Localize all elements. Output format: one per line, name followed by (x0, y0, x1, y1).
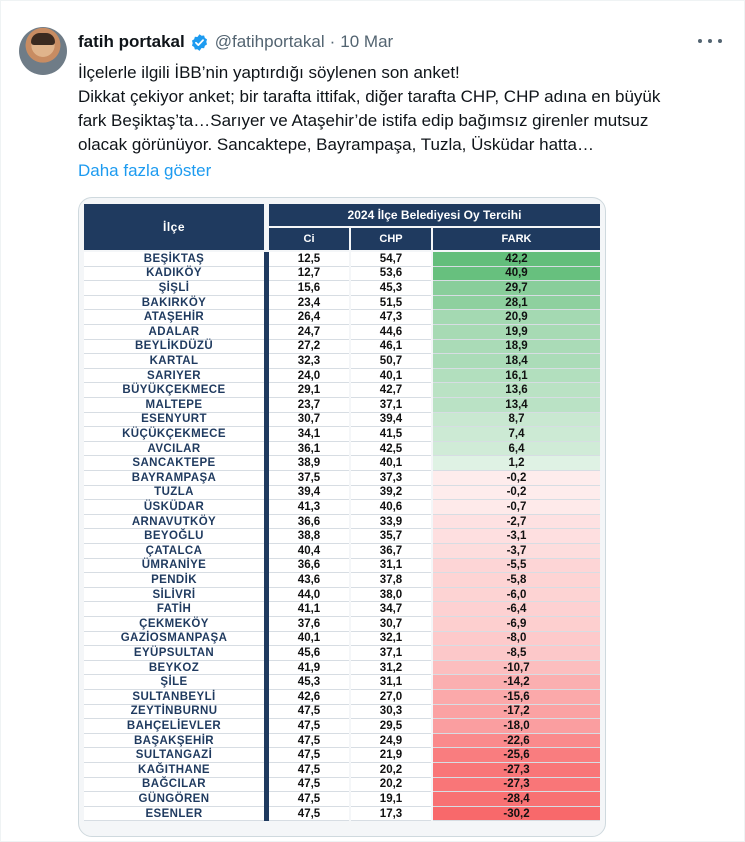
column-separator (264, 573, 269, 588)
table-row (84, 734, 600, 749)
table-row (84, 369, 600, 384)
district-cell: ŞİŞLİ (84, 281, 264, 296)
table-row (84, 325, 600, 340)
district-cell: SULTANBEYLİ (84, 690, 264, 705)
column-separator (264, 427, 269, 442)
column-separator (264, 281, 269, 296)
column-separator (264, 617, 269, 632)
ci-cell: 41,1 (269, 602, 349, 617)
show-more-link[interactable]: Daha fazla göster (78, 161, 212, 180)
ci-cell: 32,3 (269, 354, 349, 369)
ci-cell: 30,7 (269, 413, 349, 428)
fark-cell: -17,2 (433, 705, 600, 720)
ci-cell: 47,5 (269, 792, 349, 807)
table-row (84, 529, 600, 544)
chp-cell: 45,3 (351, 281, 431, 296)
fark-cell: -6,0 (433, 588, 600, 603)
ci-cell: 12,7 (269, 267, 349, 282)
fark-cell: 13,6 (433, 383, 600, 398)
column-separator (264, 690, 269, 705)
column-separator (264, 602, 269, 617)
table-header (84, 204, 600, 252)
verified-badge-icon (190, 33, 209, 52)
chp-cell: 54,7 (351, 252, 431, 267)
fark-cell: -27,3 (433, 778, 600, 793)
district-cell: SANCAKTEPE (84, 456, 264, 471)
column-header-ilce: İlçe (84, 204, 264, 250)
author-name[interactable]: fatih portakal (78, 32, 185, 51)
district-cell: ESENYURT (84, 413, 264, 428)
table-row (84, 544, 600, 559)
ci-cell: 45,3 (269, 675, 349, 690)
chp-cell: 29,5 (351, 719, 431, 734)
district-cell: BEYOĞLU (84, 529, 264, 544)
table-row (84, 267, 600, 282)
chp-cell: 37,1 (351, 646, 431, 661)
fark-cell: -22,6 (433, 734, 600, 749)
column-separator (264, 252, 269, 267)
fark-cell: -5,8 (433, 573, 600, 588)
fark-cell: -28,4 (433, 792, 600, 807)
chp-cell: 32,1 (351, 632, 431, 647)
district-cell: BEYLİKDÜZÜ (84, 340, 264, 355)
fark-cell: 6,4 (433, 442, 600, 457)
district-cell: SARIYER (84, 369, 264, 384)
ci-cell: 40,1 (269, 632, 349, 647)
chp-cell: 30,3 (351, 705, 431, 720)
chp-cell: 30,7 (351, 617, 431, 632)
ci-cell: 37,5 (269, 471, 349, 486)
column-header-chp: CHP (351, 228, 431, 250)
ci-cell: 41,9 (269, 661, 349, 676)
column-separator (264, 588, 269, 603)
table-row (84, 296, 600, 311)
district-cell: SİLİVRİ (84, 588, 264, 603)
ci-cell: 47,5 (269, 807, 349, 822)
district-cell: BAŞAKŞEHİR (84, 734, 264, 749)
column-separator (264, 296, 269, 311)
chp-cell: 50,7 (351, 354, 431, 369)
district-cell: ÇATALCA (84, 544, 264, 559)
chp-cell: 31,1 (351, 675, 431, 690)
table-row (84, 471, 600, 486)
table-row (84, 763, 600, 778)
fark-cell: -5,5 (433, 559, 600, 574)
district-cell: KARTAL (84, 354, 264, 369)
table-row (84, 515, 600, 530)
ci-cell: 34,1 (269, 427, 349, 442)
fark-cell: 42,2 (433, 252, 600, 267)
chp-cell: 37,3 (351, 471, 431, 486)
column-separator (264, 529, 269, 544)
fark-cell: -25,6 (433, 748, 600, 763)
tweet-image[interactable] (78, 197, 606, 837)
fark-cell: -8,0 (433, 632, 600, 647)
column-separator (264, 748, 269, 763)
fark-cell: 18,9 (433, 340, 600, 355)
chp-cell: 39,2 (351, 486, 431, 501)
table-row (84, 646, 600, 661)
ci-cell: 38,8 (269, 529, 349, 544)
ci-cell: 47,5 (269, 705, 349, 720)
fark-cell: -10,7 (433, 661, 600, 676)
chp-cell: 40,1 (351, 456, 431, 471)
tweet-text-line: Dikkat çekiyor anket; bir tarafta ittifak, diğer tarafta CHP, CHP adına en büyük (78, 87, 661, 106)
chp-cell: 19,1 (351, 792, 431, 807)
district-cell: BAYRAMPAŞA (84, 471, 264, 486)
district-cell: ADALAR (84, 325, 264, 340)
chp-cell: 36,7 (351, 544, 431, 559)
meta-separator: · (329, 32, 336, 51)
table-row (84, 602, 600, 617)
tweet-date[interactable]: 10 Mar (340, 32, 394, 51)
district-cell: BAKIRKÖY (84, 296, 264, 311)
fark-cell: 7,4 (433, 427, 600, 442)
table-row (84, 500, 600, 515)
ci-cell: 43,6 (269, 573, 349, 588)
table-row (84, 807, 600, 822)
column-separator (264, 340, 269, 355)
ci-cell: 24,0 (269, 369, 349, 384)
fark-cell: -18,0 (433, 719, 600, 734)
chp-cell: 40,6 (351, 500, 431, 515)
column-header-fark: FARK (433, 228, 600, 250)
column-separator (264, 559, 269, 574)
ci-cell: 40,4 (269, 544, 349, 559)
ci-cell: 15,6 (269, 281, 349, 296)
column-separator (264, 325, 269, 340)
ci-cell: 47,5 (269, 734, 349, 749)
fark-cell: -30,2 (433, 807, 600, 822)
chp-cell: 51,5 (351, 296, 431, 311)
column-separator (264, 486, 269, 501)
table-row (84, 413, 600, 428)
column-separator (264, 471, 269, 486)
table-row (84, 588, 600, 603)
chp-cell: 31,2 (351, 661, 431, 676)
district-cell: EYÜPSULTAN (84, 646, 264, 661)
ci-cell: 27,2 (269, 340, 349, 355)
poll-table (84, 204, 600, 820)
ci-cell: 47,5 (269, 778, 349, 793)
table-row (84, 354, 600, 369)
column-separator (264, 675, 269, 690)
chp-cell: 27,0 (351, 690, 431, 705)
table-row (84, 705, 600, 720)
table-row (84, 719, 600, 734)
ci-cell: 29,1 (269, 383, 349, 398)
table-row (84, 310, 600, 325)
fark-cell: -14,2 (433, 675, 600, 690)
fark-cell: -15,6 (433, 690, 600, 705)
district-cell: KÜÇÜKÇEKMECE (84, 427, 264, 442)
column-separator (264, 705, 269, 720)
table-row (84, 442, 600, 457)
district-cell: ATAŞEHİR (84, 310, 264, 325)
district-cell: ÇEKMEKÖY (84, 617, 264, 632)
tweet-text-line: İlçelerle ilgili İBB’nin yaptırdığı söylenen son anket! (78, 63, 460, 82)
chp-cell: 31,1 (351, 559, 431, 574)
chp-cell: 40,1 (351, 369, 431, 384)
ci-cell: 36,6 (269, 559, 349, 574)
district-cell: ESENLER (84, 807, 264, 822)
fark-cell: 28,1 (433, 296, 600, 311)
column-separator (264, 632, 269, 647)
chp-cell: 20,2 (351, 778, 431, 793)
column-separator (264, 661, 269, 676)
district-cell: BÜYÜKÇEKMECE (84, 383, 264, 398)
ci-cell: 37,6 (269, 617, 349, 632)
table-row (84, 632, 600, 647)
district-cell: AVCILAR (84, 442, 264, 457)
column-separator (264, 719, 269, 734)
tweet-text-line: fark Beşiktaş’ta…Sarıyer ve Ataşehir’de istifa edip bağımsız girenler mutsuz (78, 111, 649, 130)
district-cell: GAZİOSMANPAŞA (84, 632, 264, 647)
district-cell: BAHÇELİEVLER (84, 719, 264, 734)
chp-cell: 47,3 (351, 310, 431, 325)
table-row (84, 617, 600, 632)
district-cell: BEŞİKTAŞ (84, 252, 264, 267)
chp-cell: 21,9 (351, 748, 431, 763)
chp-cell: 37,1 (351, 398, 431, 413)
chp-cell: 41,5 (351, 427, 431, 442)
table-row (84, 792, 600, 807)
column-separator (264, 442, 269, 457)
column-separator (264, 778, 269, 793)
column-separator (264, 807, 269, 822)
fark-cell: -27,3 (433, 763, 600, 778)
chp-cell: 24,9 (351, 734, 431, 749)
column-header-ci: Ci (269, 228, 349, 250)
column-separator (264, 267, 269, 282)
chp-cell: 20,2 (351, 763, 431, 778)
ci-cell: 23,7 (269, 398, 349, 413)
chp-cell: 53,6 (351, 267, 431, 282)
ci-cell: 41,3 (269, 500, 349, 515)
chp-cell: 44,6 (351, 325, 431, 340)
chp-cell: 34,7 (351, 602, 431, 617)
ci-cell: 47,5 (269, 748, 349, 763)
ci-cell: 23,4 (269, 296, 349, 311)
fark-cell: 18,4 (433, 354, 600, 369)
chp-cell: 42,7 (351, 383, 431, 398)
column-separator (264, 369, 269, 384)
fark-cell: 20,9 (433, 310, 600, 325)
table-row (84, 427, 600, 442)
fark-cell: -6,9 (433, 617, 600, 632)
chp-cell: 17,3 (351, 807, 431, 822)
ci-cell: 26,4 (269, 310, 349, 325)
fark-cell: 19,9 (433, 325, 600, 340)
tweet-text (78, 61, 728, 157)
district-cell: ÜSKÜDAR (84, 500, 264, 515)
table-row (84, 748, 600, 763)
author-handle[interactable]: @fatihportakal (214, 32, 325, 51)
district-cell: PENDİK (84, 573, 264, 588)
table-row (84, 252, 600, 267)
district-cell: BEYKOZ (84, 661, 264, 676)
table-row (84, 398, 600, 413)
fark-cell: -2,7 (433, 515, 600, 530)
column-separator (264, 354, 269, 369)
fark-cell: 13,4 (433, 398, 600, 413)
ci-cell: 12,5 (269, 252, 349, 267)
district-cell: BAĞCILAR (84, 778, 264, 793)
table-row (84, 573, 600, 588)
chp-cell: 42,5 (351, 442, 431, 457)
chp-cell: 46,1 (351, 340, 431, 355)
district-cell: ÜMRANİYE (84, 559, 264, 574)
district-cell: ŞİLE (84, 675, 264, 690)
chp-cell: 33,9 (351, 515, 431, 530)
table-row (84, 340, 600, 355)
column-separator (264, 398, 269, 413)
column-separator (264, 500, 269, 515)
district-cell: ARNAVUTKÖY (84, 515, 264, 530)
column-separator (264, 383, 269, 398)
table-row (84, 778, 600, 793)
column-separator (264, 763, 269, 778)
chp-cell: 38,0 (351, 588, 431, 603)
column-separator (264, 646, 269, 661)
fark-cell: 29,7 (433, 281, 600, 296)
table-row (84, 486, 600, 501)
fark-cell: -0,2 (433, 486, 600, 501)
ci-cell: 47,5 (269, 719, 349, 734)
district-cell: FATİH (84, 602, 264, 617)
fark-cell: 16,1 (433, 369, 600, 384)
table-row (84, 456, 600, 471)
more-options-icon[interactable] (698, 31, 722, 51)
ci-cell: 38,9 (269, 456, 349, 471)
ci-cell: 44,0 (269, 588, 349, 603)
tweet-header (78, 31, 393, 53)
avatar[interactable] (19, 27, 67, 75)
district-cell: ZEYTİNBURNU (84, 705, 264, 720)
fark-cell: 8,7 (433, 413, 600, 428)
column-separator (264, 413, 269, 428)
table-title: 2024 İlçe Belediyesi Oy Tercihi (269, 204, 600, 226)
ci-cell: 24,7 (269, 325, 349, 340)
tweet-text-line: olacak görünüyor. Sancaktepe, Bayrampaşa, Tuzla, Üsküdar hatta… (78, 135, 594, 154)
district-cell: KADIKÖY (84, 267, 264, 282)
table-row (84, 281, 600, 296)
table-row (84, 661, 600, 676)
column-separator (264, 515, 269, 530)
ci-cell: 47,5 (269, 763, 349, 778)
column-separator (264, 310, 269, 325)
table-row (84, 383, 600, 398)
table-row (84, 675, 600, 690)
district-cell: TUZLA (84, 486, 264, 501)
chp-cell: 37,8 (351, 573, 431, 588)
fark-cell: -6,4 (433, 602, 600, 617)
fark-cell: -3,1 (433, 529, 600, 544)
chp-cell: 35,7 (351, 529, 431, 544)
ci-cell: 42,6 (269, 690, 349, 705)
table-row (84, 559, 600, 574)
column-separator (264, 544, 269, 559)
district-cell: SULTANGAZİ (84, 748, 264, 763)
chp-cell: 39,4 (351, 413, 431, 428)
ci-cell: 39,4 (269, 486, 349, 501)
fark-cell: -0,7 (433, 500, 600, 515)
ci-cell: 45,6 (269, 646, 349, 661)
district-cell: MALTEPE (84, 398, 264, 413)
column-separator (264, 734, 269, 749)
district-cell: KAĞITHANE (84, 763, 264, 778)
fark-cell: -0,2 (433, 471, 600, 486)
ci-cell: 36,6 (269, 515, 349, 530)
fark-cell: 40,9 (433, 267, 600, 282)
table-row (84, 690, 600, 705)
fark-cell: -8,5 (433, 646, 600, 661)
column-separator (264, 456, 269, 471)
column-separator (264, 792, 269, 807)
fark-cell: 1,2 (433, 456, 600, 471)
district-cell: GÜNGÖREN (84, 792, 264, 807)
ci-cell: 36,1 (269, 442, 349, 457)
fark-cell: -3,7 (433, 544, 600, 559)
